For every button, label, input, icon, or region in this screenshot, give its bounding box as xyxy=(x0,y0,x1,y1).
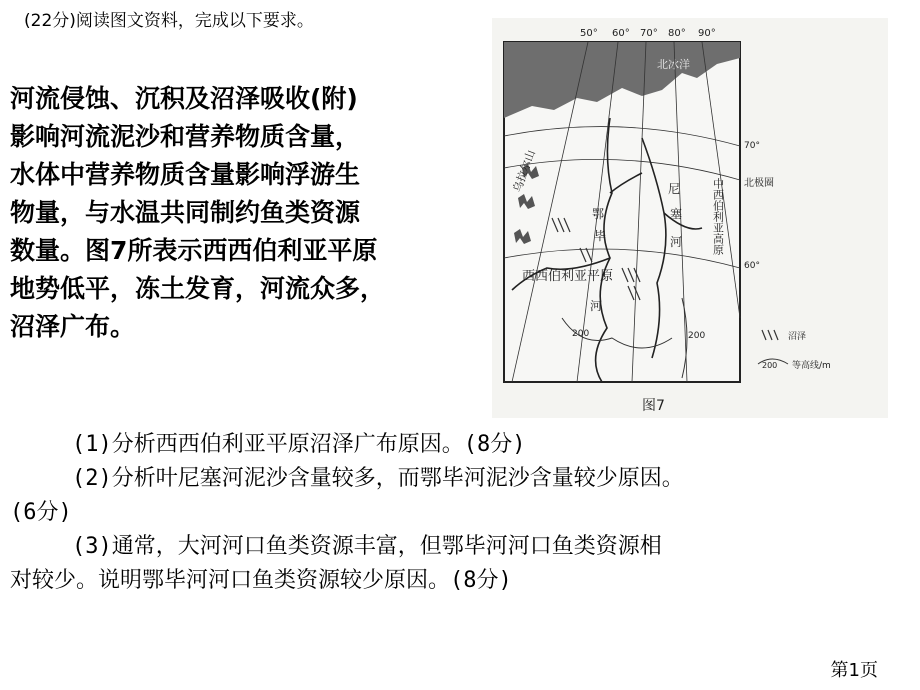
intro-line: 河流侵蚀、沉积及沼泽吸收(附) xyxy=(10,84,358,113)
lon-label-70: 70° xyxy=(640,28,658,39)
lat-label-70: 70° xyxy=(744,141,760,151)
lon-label-50: 50° xyxy=(580,28,598,39)
plateau-label: 中西伯利亚高原 xyxy=(711,178,725,255)
lon-label-80: 80° xyxy=(668,28,686,39)
lat-label-60: 60° xyxy=(744,261,760,271)
figure-caption: 图7 xyxy=(642,398,665,414)
legend-contour-label: 等高线/m xyxy=(792,361,831,371)
river-label-he2: 河 xyxy=(670,235,683,249)
intro-line: 沼泽广布。 xyxy=(10,312,136,341)
intro-line: 地势低平，冻土发育，河流众多， xyxy=(10,274,386,303)
plain-label: 西西伯利亚平原 xyxy=(522,269,614,284)
arctic-circle-label: 北极圈 xyxy=(744,178,774,189)
river-label-e: 鄂 xyxy=(592,207,605,221)
intro-line: 影响河流泥沙和营养物质含量， xyxy=(10,122,361,151)
river-label-sai: 塞 xyxy=(670,207,683,221)
intro-line: 水体中营养物质含量影响浮游生 xyxy=(10,160,361,189)
lon-label-90: 90° xyxy=(698,28,716,39)
question-3-line-1: (3)通常，大河河口鱼类资源丰富，但鄂毕河河口鱼类资源相 xyxy=(72,534,662,559)
question-header: (22分)阅读图文资料，完成以下要求。 xyxy=(24,11,314,31)
question-3-line-2: 对较少。说明鄂毕河河口鱼类资源较少原因。(8分) xyxy=(10,568,512,593)
question-1: (1)分析西西伯利亚平原沼泽广布原因。(8分) xyxy=(72,432,526,457)
contour-label-1: 200 xyxy=(572,329,590,339)
river-label-bi: 毕 xyxy=(594,229,607,243)
question-2-line-2: (6分) xyxy=(10,500,72,525)
intro-paragraph xyxy=(10,80,480,346)
legend-contour-value: 200 xyxy=(762,361,778,370)
question-2-line-1: (2)分析叶尼塞河泥沙含量较多，而鄂毕河泥沙含量较少原因。 xyxy=(72,466,684,491)
intro-line: 物量，与水温共同制约鱼类资源 xyxy=(10,198,361,227)
sea-label: 北冰洋 xyxy=(657,58,690,71)
questions-section xyxy=(10,428,915,598)
legend-marsh-label: 沼泽 xyxy=(788,332,807,342)
river-label-he: 河 xyxy=(590,299,603,313)
mountain-label: 乌拉尔山 xyxy=(510,148,538,195)
intro-line: 数量。图7所表示西西伯利亚平原 xyxy=(10,236,378,265)
contour-label-2: 200 xyxy=(688,331,706,341)
river-label-ni: 尼 xyxy=(668,182,681,196)
figure-7-map xyxy=(492,18,888,418)
map-svg xyxy=(492,18,888,418)
page-number: 第1页 xyxy=(830,660,878,681)
legend-marsh-symbol xyxy=(762,330,778,340)
lon-label-60: 60° xyxy=(612,28,630,39)
